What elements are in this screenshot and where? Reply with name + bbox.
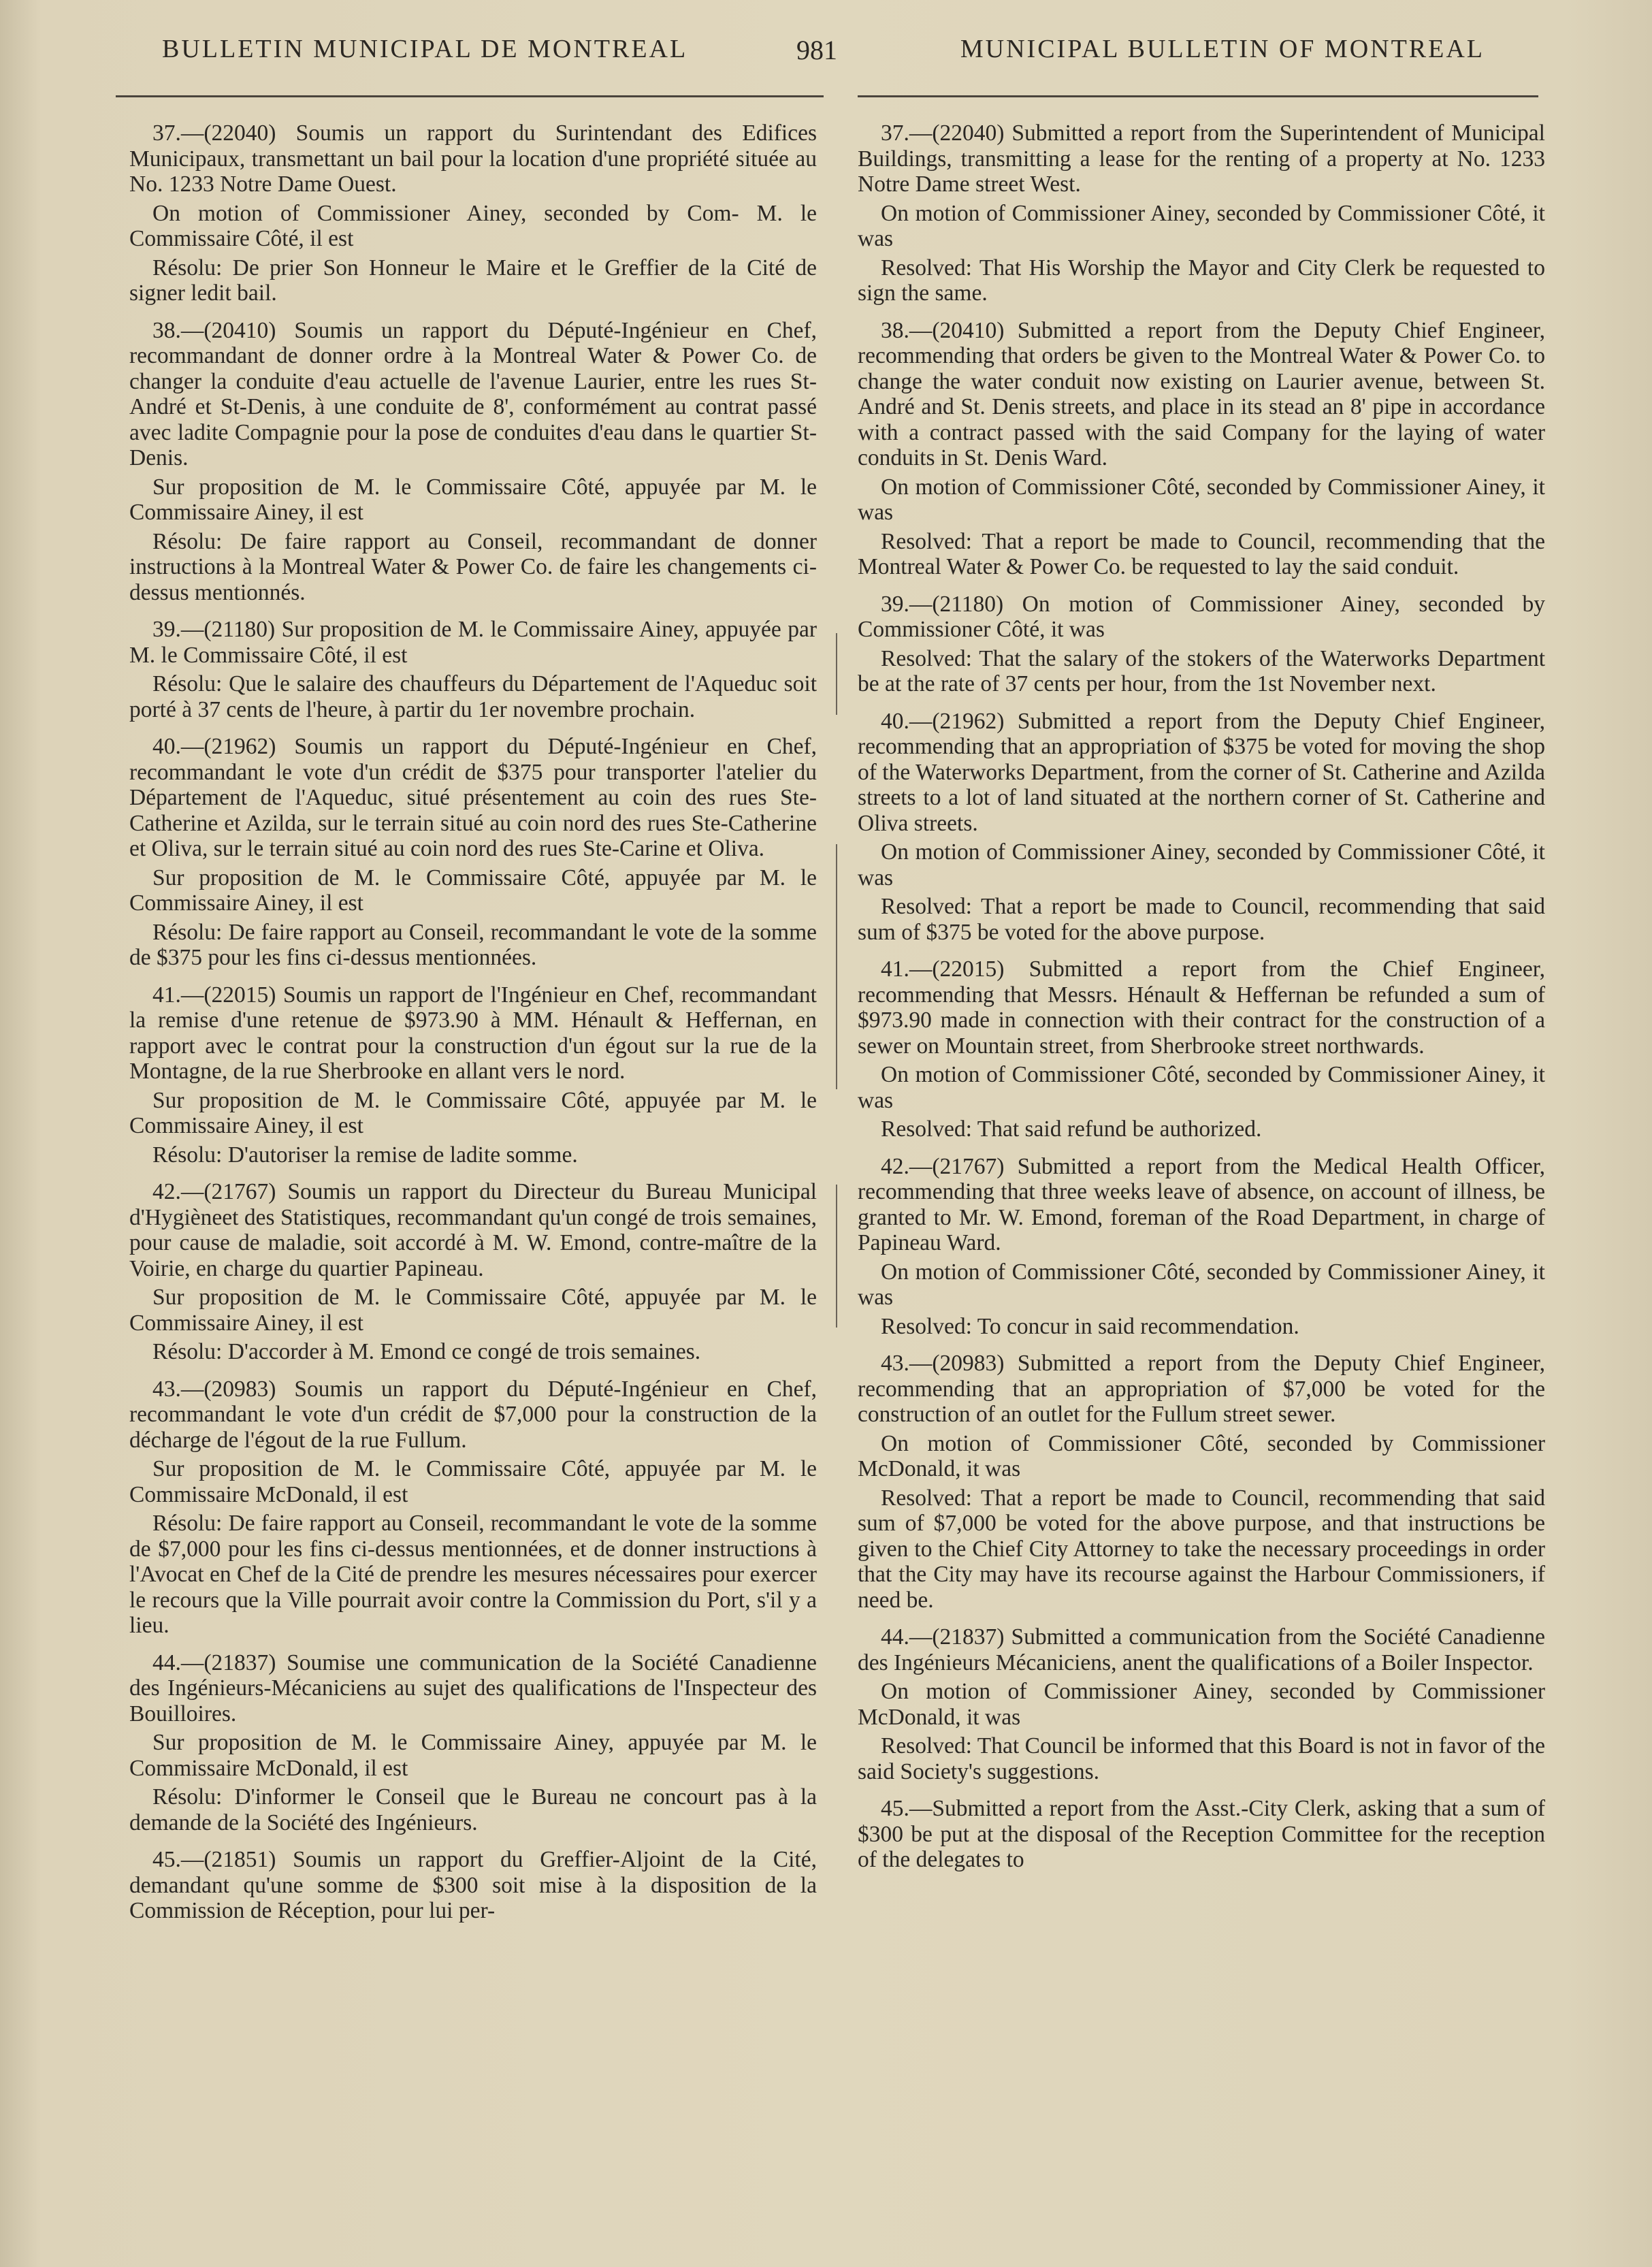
french-paragraph: Résolu: De faire rapport au Conseil, recommandant de donner instructions à la Montreal Water & Power Co. de faire les changements ci-dessus mentionnés. <box>129 528 817 605</box>
english-paragraph: 42.—(21767) Submitted a report from the Medical Health Officer, recommending that three weeks leave of absence, on account of illness, be granted to Mr. W. Emond, foreman of the Road Department, in charge of Papineau Ward. <box>858 1153 1545 1255</box>
english-paragraph: On motion of Commissioner Ainey, seconded by Commissioner McDonald, it was <box>858 1679 1545 1730</box>
english-paragraph: 38.—(20410) Submitted a report from the Deputy Chief Engineer, recommending that orders be given to the Montreal Water & Power Co. to change the water conduit now existing on Laurier avenue, between St. André and St. Denis streets, and place in its stead an 8' pipe in accordance with a contract passed with the said Company for the laying of water conduits in St. Denis Ward. <box>858 317 1545 470</box>
english-paragraph: 43.—(20983) Submitted a report from the Deputy Chief Engineer, recommending that an appropriation of $7,000 be voted for the construction of an outlet for the Fullum street sewer. <box>858 1351 1545 1427</box>
english-paragraph: Resolved: That His Worship the Mayor and City Clerk be requested to sign the same. <box>858 255 1545 306</box>
french-paragraph: 45.—(21851) Soumis un rapport du Greffier-Aljoint de la Cité, demandant qu'une somme de $300 soit mise à la disposition de la Commission de Réception, pour lui per- <box>129 1847 817 1923</box>
french-paragraph: 42.—(21767) Soumis un rapport du Directeur du Bureau Municipal d'Hygièneet des Statistiques, recommandant qu'un congé de trois semaines, pour cause de maladie, soit accordé à M. W. Emond, contre-maître de la Voirie, en charge du quartier Papineau. <box>129 1179 817 1281</box>
english-paragraph: 39.—(21180) On motion of Commissioner Ainey, seconded by Commissioner Côté, it was <box>858 591 1545 642</box>
english-paragraph: 41.—(22015) Submitted a report from the Chief Engineer, recommending that Messrs. Hénault & Heffernan be refunded a sum of $973.90 made in connection with their contract for the construction of a sewer on Mountain street, from Sherbrooke street northwards. <box>858 956 1545 1059</box>
french-paragraph: Sur proposition de M. le Commissaire Côté, appuyée par M. le Commissaire Ainey, il est <box>129 865 817 916</box>
english-paragraph: Resolved: That Council be informed that this Board is not in favor of the said Society's suggestions. <box>858 1733 1545 1784</box>
header-rule-left <box>116 95 824 97</box>
column-divider <box>836 1185 837 1328</box>
english-paragraph: On motion of Commissioner Ainey, seconded by Commissioner Côté, it was <box>858 200 1545 251</box>
french-header-title: BULLETIN MUNICIPAL DE MONTREAL <box>162 35 688 63</box>
french-paragraph: On motion of Commissioner Ainey, seconded by Com- M. le Commissaire Côté, il est <box>129 200 817 251</box>
english-paragraph: 45.—Submitted a report from the Asst.-City Clerk, asking that a sum of $300 be put at the disposal of the Reception Committee for the reception of the delegates to <box>858 1796 1545 1872</box>
french-paragraph: 38.—(20410) Soumis un rapport du Député-Ingénieur en Chef, recommandant de donner ordre à la Montreal Water & Power Co. de changer la conduite d'eau actuelle de l'avenue Laurier, entre les rues St-André et St-Denis, à une conduite de 8', conformément au contrat passé avec ladite Compagnie pour la pose de conduites d'eau dans le quartier St-Denis. <box>129 317 817 470</box>
english-paragraph: On motion of Commissioner Côté, seconded by Commissioner Ainey, it was <box>858 1062 1545 1113</box>
english-paragraph: 40.—(21962) Submitted a report from the Deputy Chief Engineer, recommending that an appropriation of $375 be voted for moving the shop of the Waterworks Department, from the corner of St. Catherine and Azilda streets to a lot of land situated at the northern corner of St. Catherine and Oliva streets. <box>858 708 1545 836</box>
french-paragraph: Résolu: De prier Son Honneur le Maire et le Greffier de la Cité de signer ledit bail. <box>129 255 817 306</box>
french-paragraph: Sur proposition de M. le Commissaire Ainey, appuyée par M. le Commissaire McDonald, il est <box>129 1730 817 1781</box>
english-paragraph: 44.—(21837) Submitted a communication from the Société Canadienne des Ingénieurs Mécaniciens, anent the qualifications of a Boiler Inspector. <box>858 1624 1545 1675</box>
french-paragraph: Résolu: D'autoriser la remise de ladite somme. <box>152 1142 578 1168</box>
english-paragraph: On motion of Commissioner Côté, seconded by Commissioner McDonald, it was <box>858 1430 1545 1481</box>
english-paragraph: Resolved: That a report be made to Council, recommending that the Montreal Water & Power Co. be requested to lay the said conduit. <box>858 528 1545 579</box>
french-paragraph: Sur proposition de M. le Commissaire Côté, appuyée par M. le Commissaire Ainey, il est <box>129 474 817 525</box>
english-paragraph: On motion of Commissioner Côté, seconded by Commissioner Ainey, it was <box>858 474 1545 525</box>
french-paragraph: 37.—(22040) Soumis un rapport du Surintendant des Edifices Municipaux, transmettant un bail pour la location d'une propriété située au No. 1233 Notre Dame Ouest. <box>129 120 817 197</box>
french-paragraph: Résolu: De faire rapport au Conseil, recommandant le vote de la somme de $375 pour les fins ci-dessus mentionnées. <box>129 919 817 970</box>
page-number: 981 <box>796 35 837 65</box>
french-column <box>129 109 817 1927</box>
french-paragraph: 41.—(22015) Soumis un rapport de l'Ingénieur en Chef, recommandant la remise d'une retenue de $973.90 à MM. Hénault & Heffernan, en rapport avec le contrat pour la construction d'un égout sur la rue de la Montagne, de la rue Sherbrooke en allant vers le nord. <box>129 982 817 1084</box>
french-paragraph: 44.—(21837) Soumise une communication de la Société Canadienne des Ingénieurs-Mécaniciens au sujet des qualifications de l'Inspecteur des Bouilloires. <box>129 1650 817 1726</box>
french-paragraph: Sur proposition de M. le Commissaire Côté, appuyée par M. le Commissaire Ainey, il est <box>129 1285 817 1336</box>
header-rule-right <box>858 95 1538 97</box>
column-divider <box>836 633 837 715</box>
english-paragraph: 37.—(22040) Submitted a report from the Superintendent of Municipal Buildings, transmitting a lease for the renting of a property at No. 1233 Notre Dame street West. <box>858 120 1545 197</box>
english-column <box>858 109 1545 1876</box>
english-paragraph: Resolved: That a report be made to Council, recommending that said sum of $375 be voted for the above purpose. <box>858 894 1545 945</box>
english-paragraph: Resolved: To concur in said recommendation. <box>881 1313 1299 1339</box>
english-paragraph: On motion of Commissioner Ainey, seconded by Commissioner Côté, it was <box>858 839 1545 890</box>
english-paragraph: Resolved: That a report be made to Council, recommending that said sum of $7,000 be voted for the above purpose, and that instructions be given to the Chief City Attorney to take the necessary proceedings in order that the City may have its recourse against the Harbour Commissioners, if need be. <box>858 1485 1545 1613</box>
english-paragraph: On motion of Commissioner Côté, seconded by Commissioner Ainey, it was <box>858 1259 1545 1310</box>
english-header-title: MUNICIPAL BULLETIN OF MONTREAL <box>960 35 1485 63</box>
french-paragraph: Sur proposition de M. le Commissaire Côté, appuyée par M. le Commissaire Ainey, il est <box>129 1087 817 1138</box>
french-paragraph: Résolu: D'accorder à M. Emond ce congé de trois semaines. <box>152 1339 701 1364</box>
english-paragraph: Resolved: That the salary of the stokers of the Waterworks Department be at the rate of 37 cents per hour, from the 1st November next. <box>858 645 1545 696</box>
french-paragraph: 39.—(21180) Sur proposition de M. le Commissaire Ainey, appuyée par M. le Commissaire Côté, il est <box>129 617 817 668</box>
french-paragraph: Sur proposition de M. le Commissaire Côté, appuyée par M. le Commissaire McDonald, il est <box>129 1456 817 1507</box>
english-paragraph: Resolved: That said refund be authorized. <box>881 1116 1262 1142</box>
french-paragraph: 40.—(21962) Soumis un rapport du Député-Ingénieur en Chef, recommandant le vote d'un crédit de $375 pour transporter l'atelier du Département de l'Aqueduc, situé présentement au coin des rues Ste-Catherine et Azilda, sur le terrain situé au coin nord des rues Ste-Catherine et Oliva, sur le terrain situé au coin nord des rues Ste-Carine et Oliva. <box>129 734 817 861</box>
french-paragraph: Résolu: D'informer le Conseil que le Bureau ne concourt pas à la demande de la Société des Ingénieurs. <box>129 1784 817 1835</box>
french-paragraph: Résolu: De faire rapport au Conseil, recommandant le vote de la somme de $7,000 pour les fins ci-dessus mentionnées, et de donner instructions à l'Avocat en Chef de la Cité de prendre les mesures nécessaires pour exercer le recours que la Ville pourrait avoir contre la Commission du Port, s'il y a lieu. <box>129 1511 817 1638</box>
french-paragraph: 43.—(20983) Soumis un rapport du Député-Ingénieur en Chef, recommandant le vote d'un crédit de $7,000 pour la construction de la décharge de l'égout de la rue Fullum. <box>129 1376 817 1453</box>
column-divider <box>836 844 837 1089</box>
french-paragraph: Résolu: Que le salaire des chauffeurs du Département de l'Aqueduc soit porté à 37 cents de l'heure, à partir du 1er novembre prochain. <box>129 671 817 722</box>
